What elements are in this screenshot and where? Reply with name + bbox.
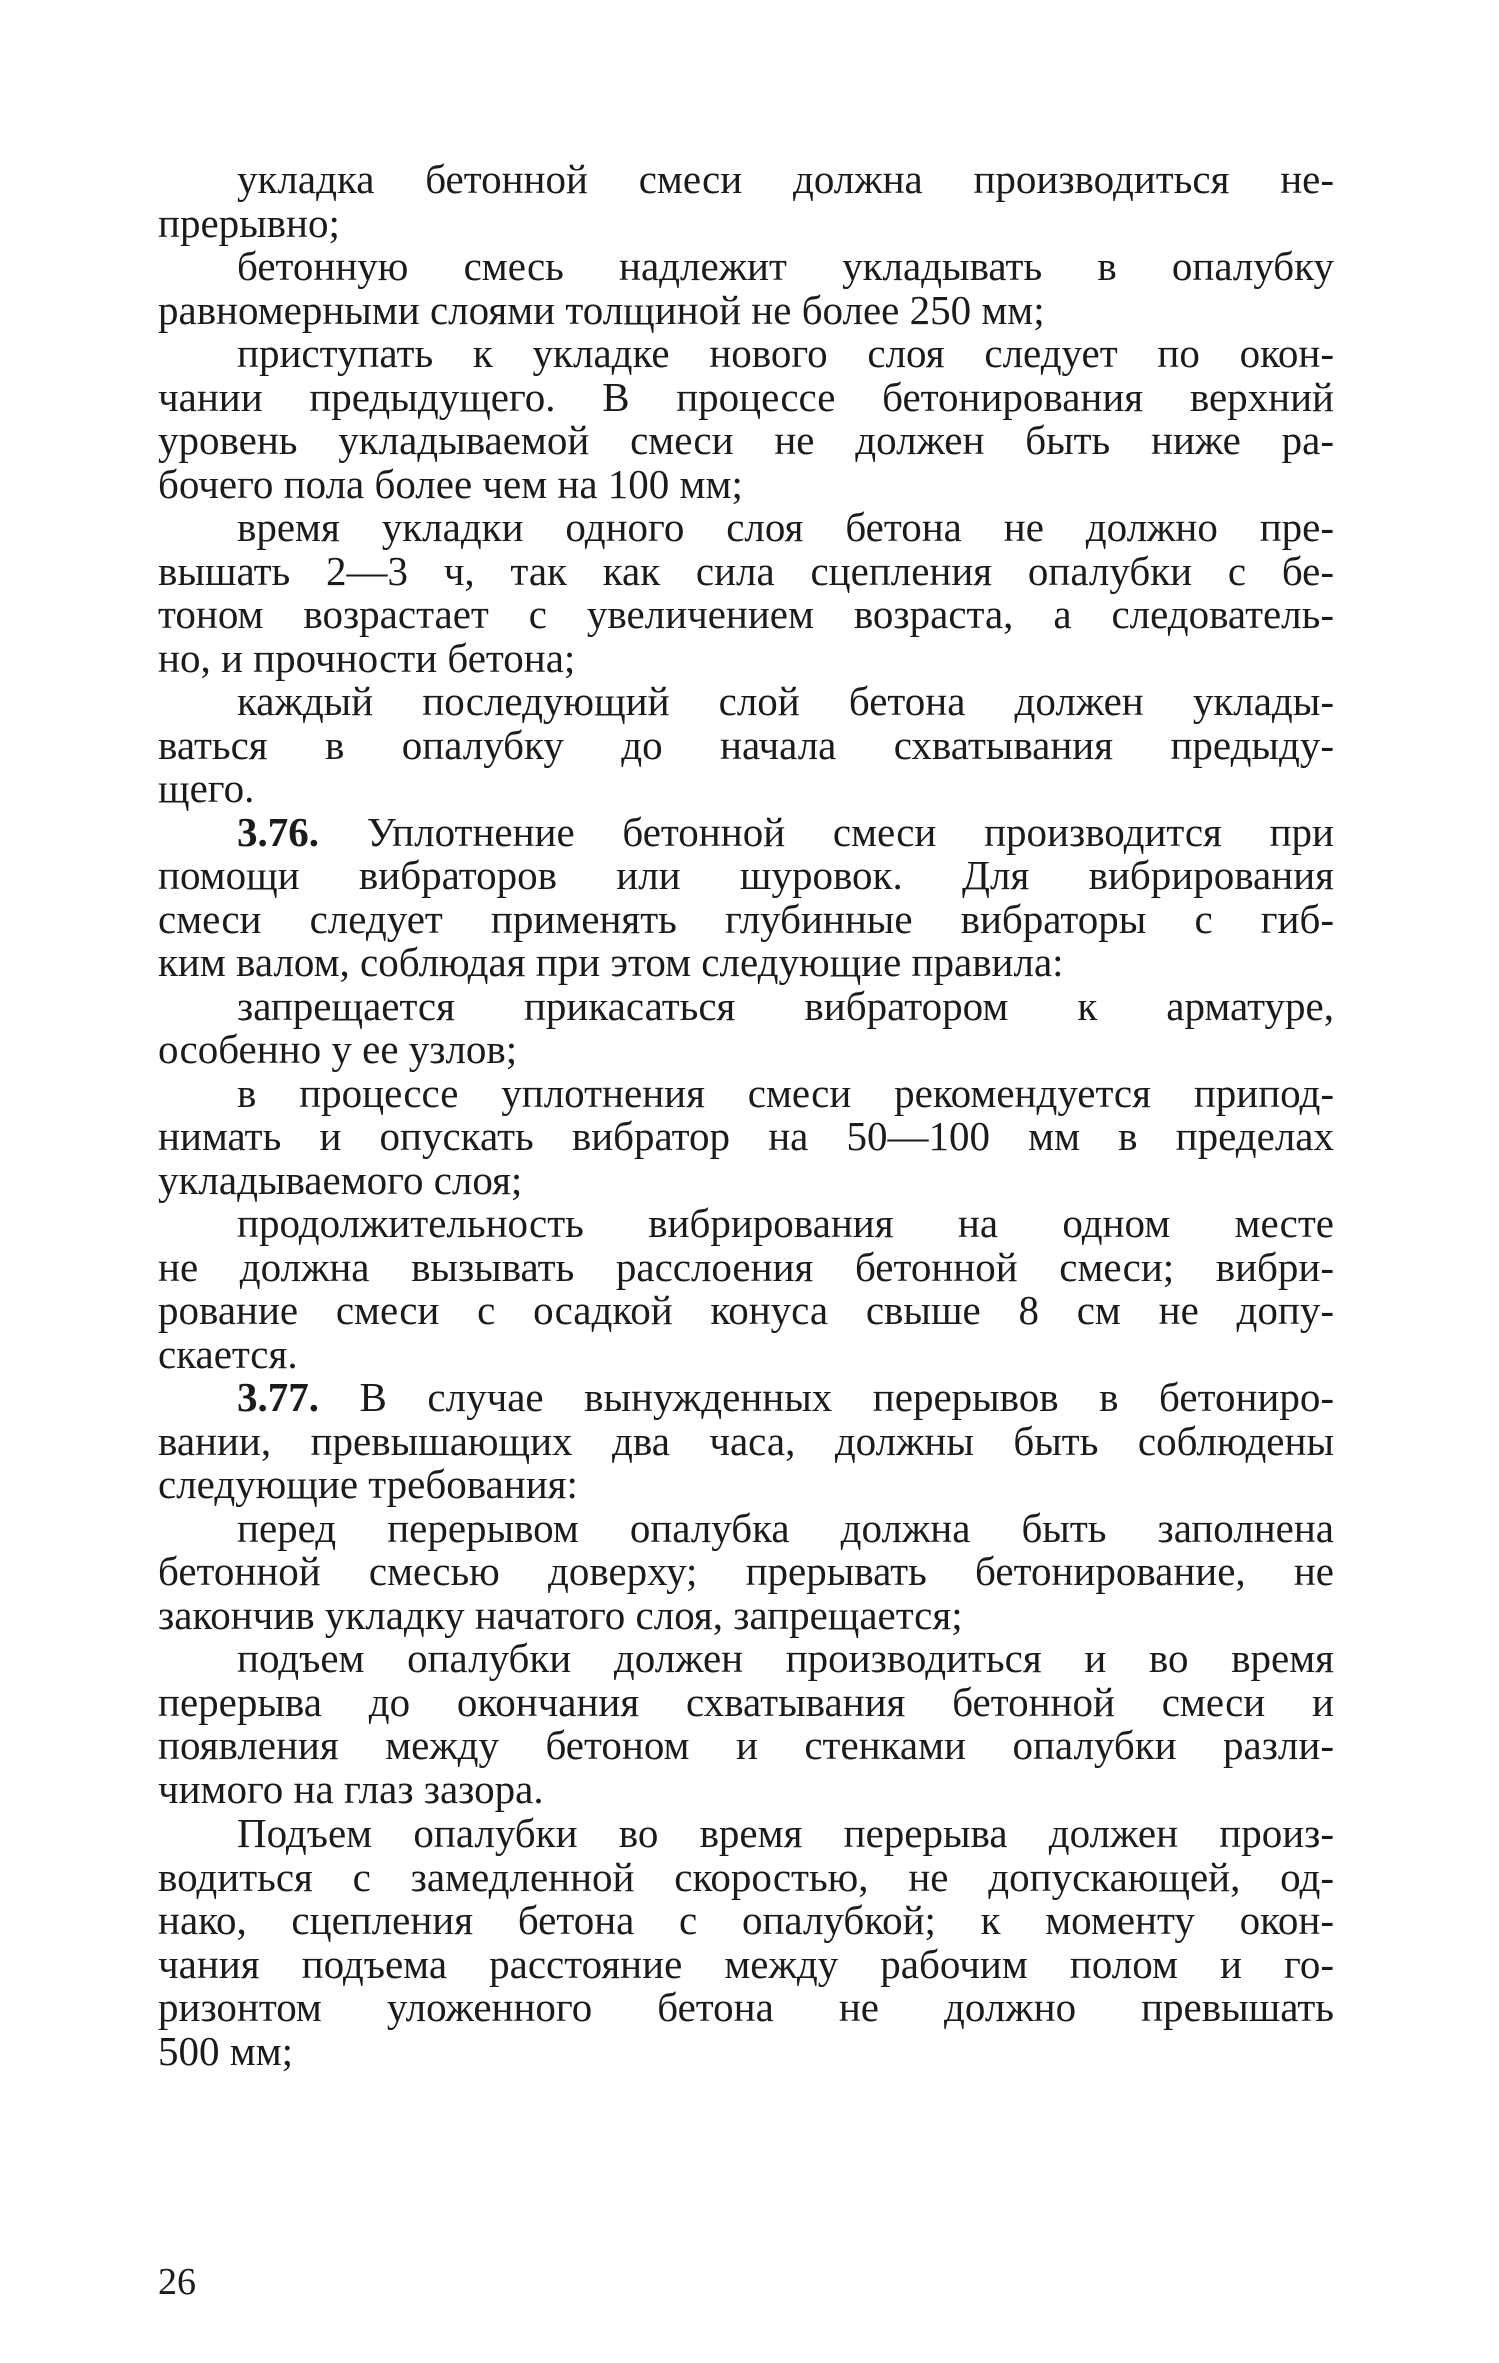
text-line: помощи вибраторов или шуровок. Для вибрирования [158, 852, 1334, 898]
paragraph [158, 506, 1334, 680]
text-line: чимого на глаз зазора. [158, 1765, 544, 1812]
text-line: приступать к укладке нового слоя следует по окон- [237, 330, 1334, 376]
text-line: скается. [158, 1330, 298, 1377]
section-number: 3.77. [237, 1374, 319, 1420]
text-line: Подъем опалубки во время перерыва должен произ- [237, 1810, 1334, 1856]
paragraph [158, 1812, 1334, 2073]
text-line: ваться в опалубку до начала схватывания предыду- [158, 721, 1334, 768]
text-line: каждый последующий слой бетона должен уклады- [237, 678, 1334, 724]
text-line: не должна вызывать расслоения бетонной смеси; вибри- [158, 1243, 1334, 1290]
text-line: тоном возрастает с увеличением возраста, а следователь- [158, 591, 1334, 637]
paragraph [158, 1637, 1334, 1811]
text-line: смеси следует применять глубинные вибраторы с гиб- [158, 895, 1334, 942]
paragraph [158, 158, 1334, 245]
text-line: укладываемого слоя; [158, 1156, 523, 1203]
text-line: вании, превышающих два часа, должны быть соблюдены [158, 1417, 1334, 1464]
paragraph [158, 332, 1334, 506]
text-line: рование смеси с осадкой конуса свыше 8 см не допу- [158, 1287, 1334, 1333]
text-line: продолжительность вибрирования на одном месте [237, 1200, 1334, 1246]
text-line-content: Уплотнение бетонной смеси производится при [319, 808, 1334, 855]
text-line: ризонтом уложенного бетона не должно превышать [158, 1984, 1334, 2030]
paragraph [158, 1069, 1334, 1203]
section-3-76 [158, 808, 1334, 985]
text-line: особенно у ее узлов; [158, 1026, 518, 1072]
text-line: перерыва до окончания схватывания бетонной смеси и [158, 1678, 1334, 1725]
section-number: 3.76. [237, 808, 319, 855]
text-line: следующие требования: [158, 1461, 578, 1507]
text-line: водиться с замедленной скоростью, не допускающей, од- [158, 1853, 1334, 1900]
text-line: запрещается прикасаться вибратором к арматуре, [237, 982, 1334, 1029]
text-line: нимать и опускать вибратор на 50—100 мм в пределах [158, 1113, 1334, 1159]
text-line [158, 1376, 1334, 1420]
text-line: щего. [158, 765, 255, 811]
text-line: чании предыдущего. В процессе бетонирования верхний [158, 373, 1334, 420]
text-line [158, 808, 1334, 855]
text-line: закончив укладку начатого слоя, запрещается; [158, 1591, 963, 1638]
text-line: укладка бетонной смеси должна производиться не- [237, 156, 1334, 202]
text-line: бетонную смесь надлежит укладывать в опалубку [237, 243, 1334, 289]
text-line: прерывно; [158, 199, 340, 246]
text-line: нако, сцепления бетона с опалубкой; к моменту окон- [158, 1897, 1334, 1943]
page-body [158, 158, 1334, 2073]
text-line: в процессе уплотнения смеси рекомендуется припод- [237, 1069, 1334, 1116]
text-line-content: В случае вынужденных перерывов в бетониро- [319, 1374, 1334, 1420]
paragraph [158, 245, 1334, 332]
text-line: подъем опалубки должен производиться и во время [237, 1635, 1334, 1681]
text-line: равномерными слоями толщиной не более 250 мм; [158, 286, 1045, 333]
text-line: перед перерывом опалубка должна быть заполнена [237, 1504, 1334, 1551]
text-line: бетонной смесью доверху; прерывать бетонирование, не [158, 1548, 1334, 1594]
text-line: вышать 2—3 ч, так как сила сцепления опалубки с бе- [158, 547, 1334, 594]
page-number: 26 [158, 2261, 196, 2303]
paragraph [158, 1202, 1334, 1376]
paragraph [158, 1504, 1334, 1638]
text-line: ким валом, соблюдая при этом следующие правила: [158, 939, 1064, 985]
text-line: уровень укладываемой смеси не должен быть ниже ра- [158, 417, 1334, 463]
paragraph [158, 982, 1334, 1072]
section-3-77 [158, 1376, 1334, 1507]
text-line: появления между бетоном и стенками опалубки разли- [158, 1722, 1334, 1768]
text-line: время укладки одного слоя бетона не должно пре- [237, 504, 1334, 550]
text-line: 500 мм; [158, 2027, 294, 2074]
text-line: бочего пола более чем на 100 мм; [158, 460, 743, 507]
text-line: чания подъема расстояние между рабочим полом и го- [158, 1940, 1334, 1987]
paragraph [158, 680, 1334, 811]
text-line: но, и прочности бетона; [158, 634, 576, 681]
